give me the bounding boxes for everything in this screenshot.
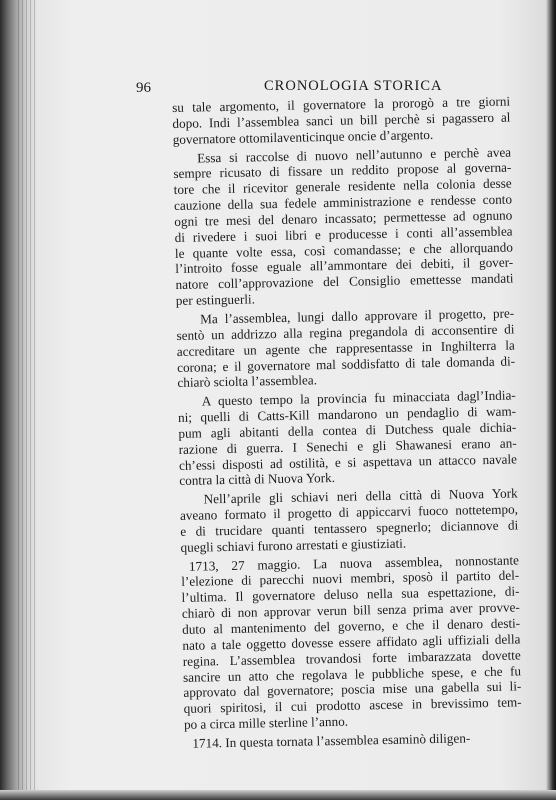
page-bottom-shadow [0, 790, 556, 800]
text-line: 1713, 27 maggio. La nuova assemblea, nonnostante [188, 552, 520, 574]
text-line: sempre ricusato di fissare un reddito propose al governa- [173, 159, 512, 182]
text-line: approvato dal governatore; poscia mise una gabella sui li- [183, 678, 522, 701]
text-line: razione di guerra. I Senechi e gli Shawanesi erano an- [178, 435, 517, 457]
text-line: quori spiritosi, il cui prodotto ascese in brevissimo tem- [183, 694, 522, 717]
text-line: pum agli abitanti della contea di Dutchess quale dichia- [178, 419, 517, 441]
page-right-shadow [546, 0, 556, 800]
text-line: contra la città di Nuova York. [179, 470, 336, 489]
text-line: tore che il ricevitor generale residente nella colonia desse [173, 175, 512, 198]
book-gutter [0, 0, 40, 800]
text-line: natore coll’approvazione del Consiglio emettesse mandati [175, 270, 514, 293]
text-line: l’elezione di parecchi nuovi membri, sposò il partito del- [181, 567, 520, 590]
text-line: quegli schiavi furono arrestati e giustiziati. [180, 535, 407, 555]
text-line: di rivedere i suoi libri e producesse i conti all’assemblea [174, 223, 513, 245]
paragraph [173, 144, 514, 309]
text-line: dopo. Indi l’assemblea sancì un bill perchè si pagassero al [172, 109, 511, 131]
text-line: sentò un addrizzo alla regina pregandola di acconsentire di [176, 321, 515, 343]
text-line: ogni tre mesi del denaro incassato; permettesse ad ognuno [174, 207, 513, 229]
text-line: chiarò sciolta l’assemblea. [177, 372, 318, 391]
page-number: 96 [136, 80, 151, 96]
text-line: e di trucidare quanti tentassero spegnerlo; diciannove di [180, 517, 519, 539]
text-line: corona; e il governatore mal soddisfatto di tale domanda di- [176, 352, 516, 375]
text-line: l’ultima. Il governatore deluso nella sua espettazione, di- [181, 583, 520, 606]
text-line: cauzione della sua fedele amministrazione e rendesse conto [173, 191, 513, 214]
text-line: governatore ottomilaventicinque oncie d’argento. [172, 126, 434, 147]
text-line: ch’essi disposti ad ostilità, e si aspettava un attacco navale [178, 451, 518, 473]
text-line: ni; quelli di Catts-Kill mandarono un pendaglio di wam- [177, 403, 517, 425]
text-line: Nell’aprile gli schiavi neri della città di Nuova York [203, 485, 518, 507]
paragraph [181, 552, 522, 733]
text-line: po a circa mille sterline l’anno. [183, 713, 349, 732]
running-title: CRONOLOGIA STORICA [264, 78, 443, 94]
paragraph [178, 388, 518, 490]
text-line: l’introito fosse eguale all’ammontare dei debiti, il gover- [175, 254, 514, 277]
text-line: Essa si raccolse di nuovo nell’autunno e perchè avea [196, 144, 512, 166]
paragraph [176, 305, 515, 391]
text-line: nato a tale oggetto dovesse essere affidato agli uffiziali della [182, 631, 521, 653]
text-line: le quante volte essa, così comandasse; e che allorquando [174, 239, 514, 261]
body-text [172, 94, 522, 752]
text-line: chiarò di non approvar verun bill senza prima aver provve- [181, 599, 520, 622]
text-line: 1714. In questa tornata l’assemblea esaminò diligen- [192, 730, 471, 751]
text-line: Ma l’assemblea, lungi dallo approvare il progetto, pre- [200, 305, 515, 327]
text-line: duto al mantenimento del governo, e che il denaro desti- [182, 615, 521, 637]
text-line: aveano formato il progetto di appiccarvi fuoco nottetempo, [179, 501, 519, 524]
paragraph [172, 94, 511, 148]
paragraph [180, 486, 519, 556]
text-line: accreditare un agente che rappresentasse in Inghilterra la [176, 337, 515, 359]
text-line: su tale argomento, il governatore la prorogò a tre giorni [172, 93, 511, 115]
text-line: per estinguerli. [175, 291, 256, 309]
text-line: sancire un atto che regolava le pubbliche spese, e che fu [182, 662, 522, 685]
text-line: regina. L’assemblea trovandosi forte imbarazzata dovette [182, 647, 521, 669]
text-line: A questo tempo la provincia fu minacciata dagl’Indiа- [201, 387, 516, 409]
page-stack-edges [18, 0, 38, 800]
